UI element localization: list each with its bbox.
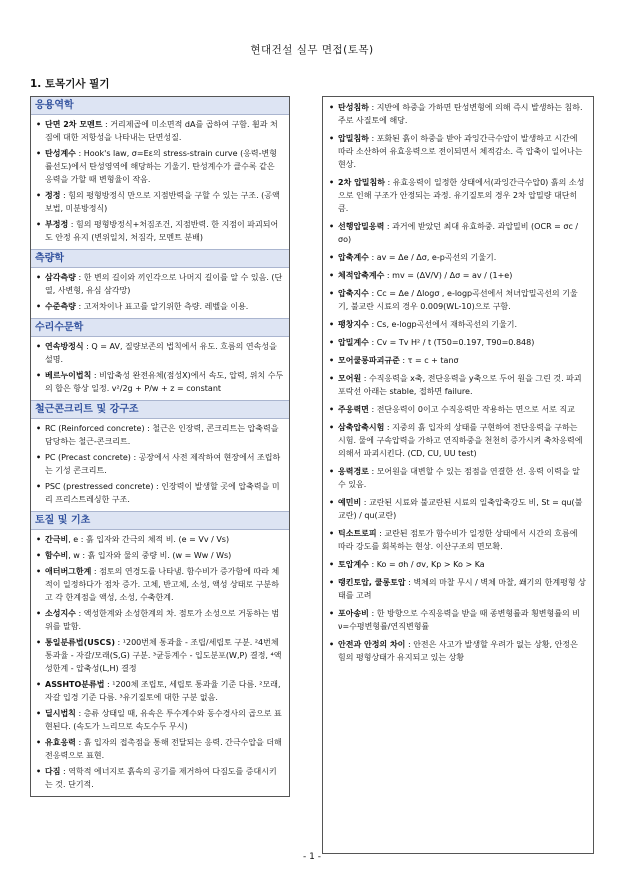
list-item: [329, 318, 587, 331]
list-item: [329, 372, 587, 398]
list-item: [36, 118, 284, 144]
term-description: : 유효응력이 일정한 상태에서(과잉간극수압0) 흙의 소성으로 인해 구조가 안정되는 과정. 유기질토의 경우 2차 압밀량 대단히 큼.: [338, 178, 585, 213]
list-item: [36, 271, 284, 297]
category-body: [31, 337, 289, 400]
category-body: [31, 115, 289, 249]
list-item: [36, 480, 284, 506]
term-label: 선행압밀응력: [338, 222, 385, 231]
term-label: 예민비: [338, 498, 362, 507]
term-label: 정정: [45, 191, 61, 200]
term-description: : 점토의 연경도를 나타냄. 함수비가 증가함에 따라 체적이 일정하다가 점차 증가. 고체, 반고체, 소성, 액성 상태로 구분하고 각 한계점을 액성, 소성, 수축한계.: [45, 567, 280, 602]
term-description: : Ko = σh / σv, Kp > Ko > Ka: [368, 560, 485, 569]
term-label: 통일분류법(USCS): [45, 638, 115, 647]
term-label: 다짐: [45, 767, 61, 776]
term-label: 부정정: [45, 220, 69, 229]
list-item: [36, 300, 284, 313]
list-item: [329, 527, 587, 553]
list-item: [36, 451, 284, 477]
term-description: PSC (prestressed concrete) : 인장력이 발생할 곳에 압축력을 미리 프리스트레싱한 구조.: [45, 482, 280, 504]
list-item: [36, 736, 284, 762]
list-item: [36, 340, 284, 366]
list-item: [36, 533, 284, 546]
list-item: [36, 422, 284, 448]
term-label: 함수비: [45, 551, 69, 560]
term-description: : 교란된 점토가 함수비가 일정한 상태에서 시간의 흐름에 따라 강도를 회복하는 현상. 이산구조의 면모확.: [338, 529, 578, 551]
term-description: : 액성한계와 소성한계의 차. 점토가 소성으로 거동하는 범위를 말함.: [45, 609, 280, 631]
term-label: 애터버그한계: [45, 567, 92, 576]
term-label: 모어원: [338, 374, 362, 383]
term-description: : 한 방향으로 수직응력을 받을 때 종변형률과 횡변형률의 비 ν=수평변형률/연직변형률: [338, 609, 580, 631]
term-description: : 한 변의 길이와 끼인각으로 나머지 길이를 알 수 있음. (단열, 사변형, 유심 삼각망): [45, 273, 283, 295]
term-label: 체적압축계수: [338, 271, 385, 280]
category-concrete-steel: 철근콘크리트 및 강구조: [31, 400, 289, 419]
term-label: 모어쿨롱파괴규준: [338, 356, 400, 365]
term-description: : Cs, e-logp곡선에서 재하곡선의 기울기.: [368, 320, 517, 329]
term-description: : 지중의 흙 입자의 상태를 구현하여 전단응력을 구하는 시험. 물에 구속압력을 가하고 연직하중을 천천히 증가시켜 축차응력에 의해서 파괴시킨다. (CD, CU, UU test): [338, 423, 583, 458]
term-description: : 수직응력을 x축, 전단응력을 y축으로 두어 원을 그린 것. 파괴포락선 아래는 stable, 접하면 failure.: [338, 374, 582, 396]
term-description: : 비압축성 완전유체(점성X)에서 속도, 압력, 위치 수두의 합은 항상 일정. v²/2g + P/w + z = constant: [45, 371, 284, 393]
term-label: 틱소트로피: [338, 529, 377, 538]
term-description: , e : 흙 입자와 간극의 체적 비. (e = Vv / Vs): [68, 535, 230, 544]
list-item: [36, 147, 284, 186]
term-label: 주응력면: [338, 405, 369, 414]
term-description: , w : 흙 입자와 물의 중량 비. (w = Ww / Ws): [68, 551, 232, 560]
list-item: [329, 220, 587, 246]
term-label: 소성지수: [45, 609, 76, 618]
term-label: 팽창지수: [338, 320, 369, 329]
term-label: 2차 압밀침하: [338, 178, 385, 187]
list-item: [329, 465, 587, 491]
term-description: : Q = AV, 질량보존의 법칙에서 유도. 흐름의 연속성을 설명.: [45, 342, 277, 364]
term-description: : Cv = Tv H² / t (T50=0.197, T90=0.848): [368, 338, 535, 347]
term-description: : ¹200번체 통과율 - 조립/세립토 구분. ²4번체 통과율 - 자갈/모래(S,G) 구분. ³균등계수 - 입도분포(W,P) 결정, ⁴액성한계 - 압축성(L,H) 결정: [45, 638, 282, 673]
term-description: : 고저차이나 표고를 알기위한 측량. 레벨을 이용.: [75, 302, 249, 311]
term-description: : 층류 상태일 때, 유속은 투수계수와 동수경사의 곱으로 표현된다. (속도가 느리므로 속도수두 무시): [45, 709, 282, 731]
term-description: : mv = (ΔV/V) / Δσ = av / (1+e): [384, 271, 513, 280]
term-label: 유효응력: [45, 738, 76, 747]
list-item: [329, 287, 587, 313]
list-item: [329, 607, 587, 633]
list-item: [329, 354, 587, 367]
term-label: 포아송비: [338, 609, 369, 618]
term-label: 압밀침하: [338, 134, 369, 143]
term-description: : 안전은 사고가 발생할 우려가 없는 상황, 안정은 힘의 평형상태가 유지되고 있는 상황: [338, 640, 578, 662]
list-item: [329, 558, 587, 571]
left-column: [30, 96, 290, 797]
term-label: 랭킨토압, 쿨롱토압: [338, 578, 406, 587]
list-item: [36, 707, 284, 733]
list-item: [36, 765, 284, 791]
category-body: [31, 530, 289, 796]
list-item: [329, 421, 587, 460]
list-item: [329, 176, 587, 215]
right-column: [322, 96, 594, 854]
section-heading: 1. 토목기사 필기: [30, 78, 110, 90]
term-label: 연속방정식: [45, 342, 84, 351]
list-item: [329, 132, 587, 171]
list-item: [36, 549, 284, 562]
list-item: [36, 218, 284, 244]
term-label: 삼각측량: [45, 273, 76, 282]
term-label: 베르누이법칙: [45, 371, 92, 380]
category-body: [31, 268, 289, 318]
term-description: : 힘의 평형방정식 만으로 지점반력을 구할 수 있는 구조. (공액보법, 미분방정식): [45, 191, 280, 213]
list-item: [329, 576, 587, 602]
term-label: 탄성침하: [338, 103, 369, 112]
term-description: RC (Reinforced concrete) : 철근은 인장력, 콘크리트는 압축력을 담당하는 철근-콘크리트.: [45, 424, 279, 446]
list-item: [329, 638, 587, 664]
document-title: 현대건설 실무 면접(토목): [250, 44, 374, 56]
term-label: 수준측량: [45, 302, 76, 311]
category-body: [31, 419, 289, 511]
category-soil-foundation: 토질 및 기초: [31, 511, 289, 530]
term-label: 안전과 안정의 차이: [338, 640, 406, 649]
term-description: : 흙 입자의 접촉점을 통해 전달되는 응력. 간극수압을 더해 전응력으로 표현.: [45, 738, 282, 760]
list-item: [329, 251, 587, 264]
term-description: : 힘의 평형방정식+처짐조건, 지점반력. 한 지점이 파괴되어도 안정 유지 (변위일치, 처짐각, 모멘트 분배): [45, 220, 279, 242]
list-item: [329, 336, 587, 349]
term-description: : 교란된 시료와 불교란된 시료의 일축압축강도 비, St = qu(불교란) / qu(교란): [338, 498, 583, 520]
term-label: 딜시법칙: [45, 709, 76, 718]
category-applied-mechanics: 응용역학: [31, 97, 289, 115]
list-item: [329, 403, 587, 416]
term-label: 압축지수: [338, 289, 369, 298]
list-item: [329, 101, 587, 127]
term-label: 단면 2차 모멘트: [45, 120, 103, 129]
term-description: : 벽체의 마찰 무시 / 벽체 마찰, 쐐기의 한계평형 상태를 고려: [338, 578, 586, 600]
term-label: 응력경로: [338, 467, 369, 476]
list-item: [36, 369, 284, 395]
term-description: : 과거에 받았던 최대 유효하중. 과압밀비 (OCR = σc / σo): [338, 222, 579, 244]
term-description: : τ = c + tanσ: [399, 356, 459, 365]
term-description: : 거리제곱에 미소면적 dA를 곱하여 구함. 휨과 처짐에 대한 저항성을 나타내는 단면성질.: [45, 120, 278, 142]
term-description: : 포화된 흙이 하중을 받아 과잉간극수압이 발생하고 시간에 따라 소산하여 유효응력으로 전이되면서 체적감소. 즉 압축이 일어나는 현상.: [338, 134, 583, 169]
list-item: [36, 189, 284, 215]
category-surveying: 측량학: [31, 249, 289, 268]
term-description: : 모어원을 대변할 수 있는 점점을 연결한 선. 응력 이력을 알 수 있음.: [338, 467, 580, 489]
term-label: ASSHTO분류법: [45, 680, 105, 689]
term-label: 압축계수: [338, 253, 369, 262]
list-item: [329, 269, 587, 282]
term-label: 토압계수: [338, 560, 369, 569]
category-hydraulics: 수리수문학: [31, 318, 289, 337]
list-item: [329, 496, 587, 522]
list-item: [36, 607, 284, 633]
term-label: 압밀계수: [338, 338, 369, 347]
term-description: : Hook's law, σ=Eε의 stress-strain curve (응력-변형률선도)에서 탄성영역에 해당하는 기울기. 탄성계수가 클수록 같은 응력을 가할 때 변형율이 작음.: [45, 149, 277, 184]
list-item: [36, 636, 284, 675]
term-label: 삼축압축시험: [338, 423, 385, 432]
term-description: : ¹200체 조립토, 세립토 통과율 기준 다름. ²모래, 자갈 입경 기준 다름. ³유기질토에 대한 구분 없음.: [45, 680, 281, 702]
term-label: 탄성계수: [45, 149, 76, 158]
list-item: [36, 565, 284, 604]
term-label: 간극비: [45, 535, 69, 544]
term-description: : 전단응력이 0이고 수직응력만 작용하는 면으로 서로 직교: [368, 405, 575, 414]
term-description: PC (Precast concrete) : 공장에서 사전 제작하여 현장에서 조립하는 기성 콘크리트.: [45, 453, 281, 475]
term-description: : 지반에 하중을 가하면 탄성변형에 의해 즉시 발생하는 침하. 주로 사질토에 해당.: [338, 103, 583, 125]
term-description: : 역학적 에너지로 흙속의 공기를 제거하여 다짐도를 증대시키는 것. 단기적.: [45, 767, 277, 789]
term-description: : av = Δe / Δσ, e-p곡선의 기울기.: [368, 253, 497, 262]
list-item: [36, 678, 284, 704]
term-description: : Cc = Δe / Δlogσ , e-logp곡선에서 처녀압밀곡선의 기울기, 불교란 시료의 경우 0.009(WL-10)으로 구함.: [338, 289, 578, 311]
page-number: - 1 -: [303, 852, 321, 862]
